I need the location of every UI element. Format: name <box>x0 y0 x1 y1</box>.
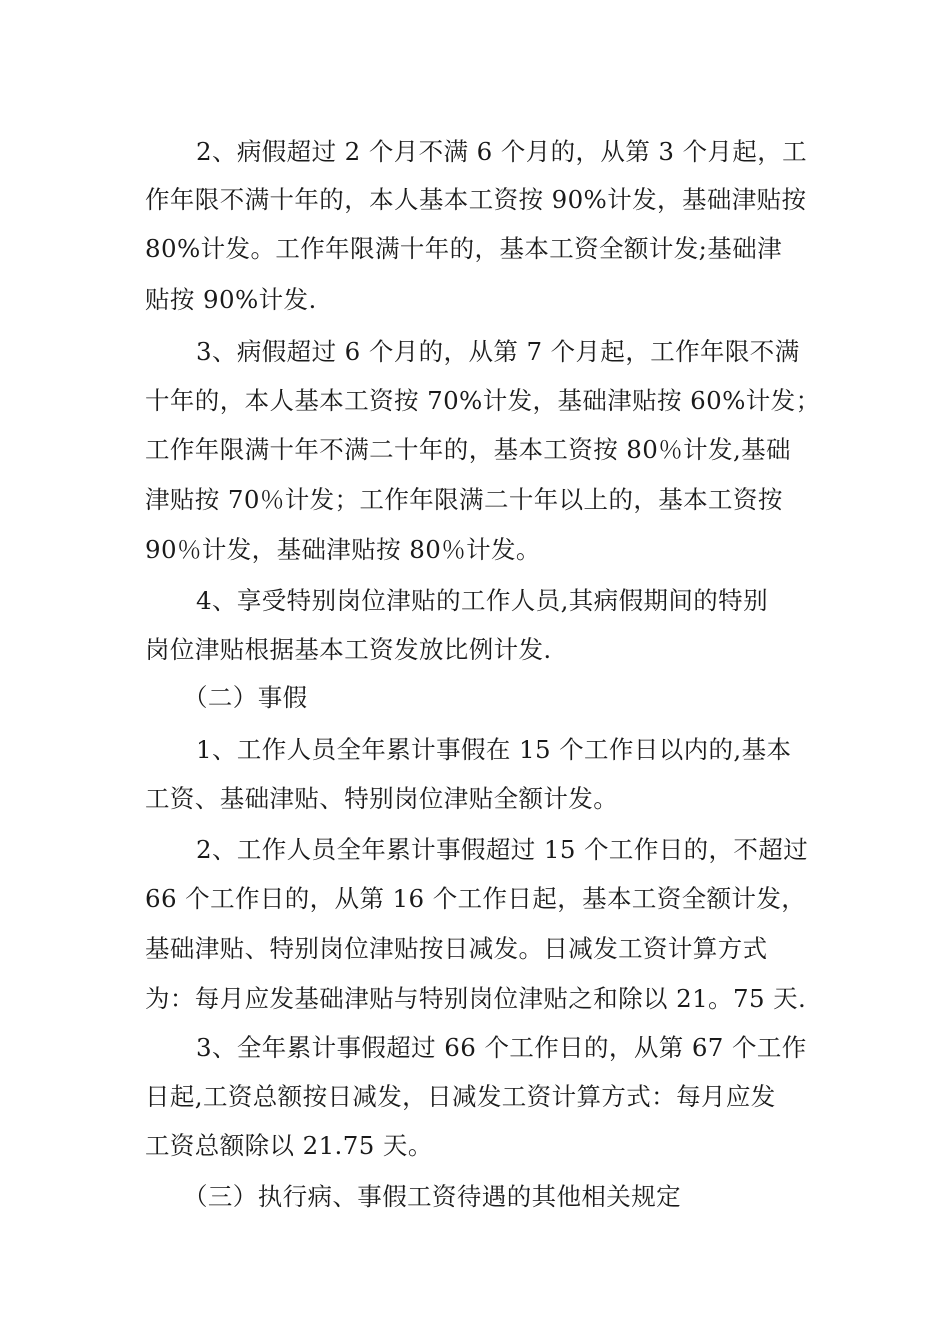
section-heading: （二）事假 <box>183 683 308 712</box>
paragraph-line: 4、享受特别岗位津贴的工作人员,其病假期间的特别 <box>196 586 768 615</box>
paragraph-line: 作年限不满十年的，本人基本工资按 90%计发，基础津贴按 <box>145 185 807 214</box>
paragraph-line: 工作年限满十年不满二十年的，基本工资按 80％计发,基础 <box>145 435 791 464</box>
paragraph-line: 基础津贴、特别岗位津贴按日减发。日减发工资计算方式 <box>145 934 768 963</box>
paragraph-line: 90％计发，基础津贴按 80％计发。 <box>145 535 541 564</box>
paragraph-line: 3、全年累计事假超过 66 个工作日的，从第 67 个工作 <box>196 1033 807 1062</box>
paragraph-line: 十年的，本人基本工资按 70%计发，基础津贴按 60%计发； <box>145 386 821 415</box>
paragraph-line: 津贴按 70％计发；工作年限满二十年以上的，基本工资按 <box>145 485 783 514</box>
paragraph-line: 80%计发。工作年限满十年的，基本工资全额计发;基础津 <box>145 234 783 263</box>
paragraph-line: 工资总额除以 21.75 天。 <box>145 1131 433 1160</box>
paragraph-line: 为：每月应发基础津贴与特别岗位津贴之和除以 21。75 天. <box>145 984 807 1013</box>
paragraph-line: 2、工作人员全年累计事假超过 15 个工作日的，不超过 <box>196 835 809 864</box>
paragraph-line: 工资、基础津贴、特别岗位津贴全额计发。 <box>145 784 619 813</box>
paragraph-line: 岗位津贴根据基本工资发放比例计发. <box>145 635 552 664</box>
paragraph-line: 2、病假超过 2 个月不满 6 个月的，从第 3 个月起，工 <box>196 137 808 166</box>
section-heading: （三）执行病、事假工资待遇的其他相关规定 <box>183 1182 681 1211</box>
paragraph-line: 1、工作人员全年累计事假在 15 个工作日以内的,基本 <box>196 735 792 764</box>
paragraph-line: 日起,工资总额按日减发，日减发工资计算方式：每月应发 <box>145 1082 776 1111</box>
paragraph-line: 3、病假超过 6 个月的，从第 7 个月起，工作年限不满 <box>196 337 800 366</box>
paragraph-line: 贴按 90%计发. <box>145 285 317 314</box>
paragraph-line: 66 个工作日的，从第 16 个工作日起，基本工资全额计发， <box>145 884 807 913</box>
